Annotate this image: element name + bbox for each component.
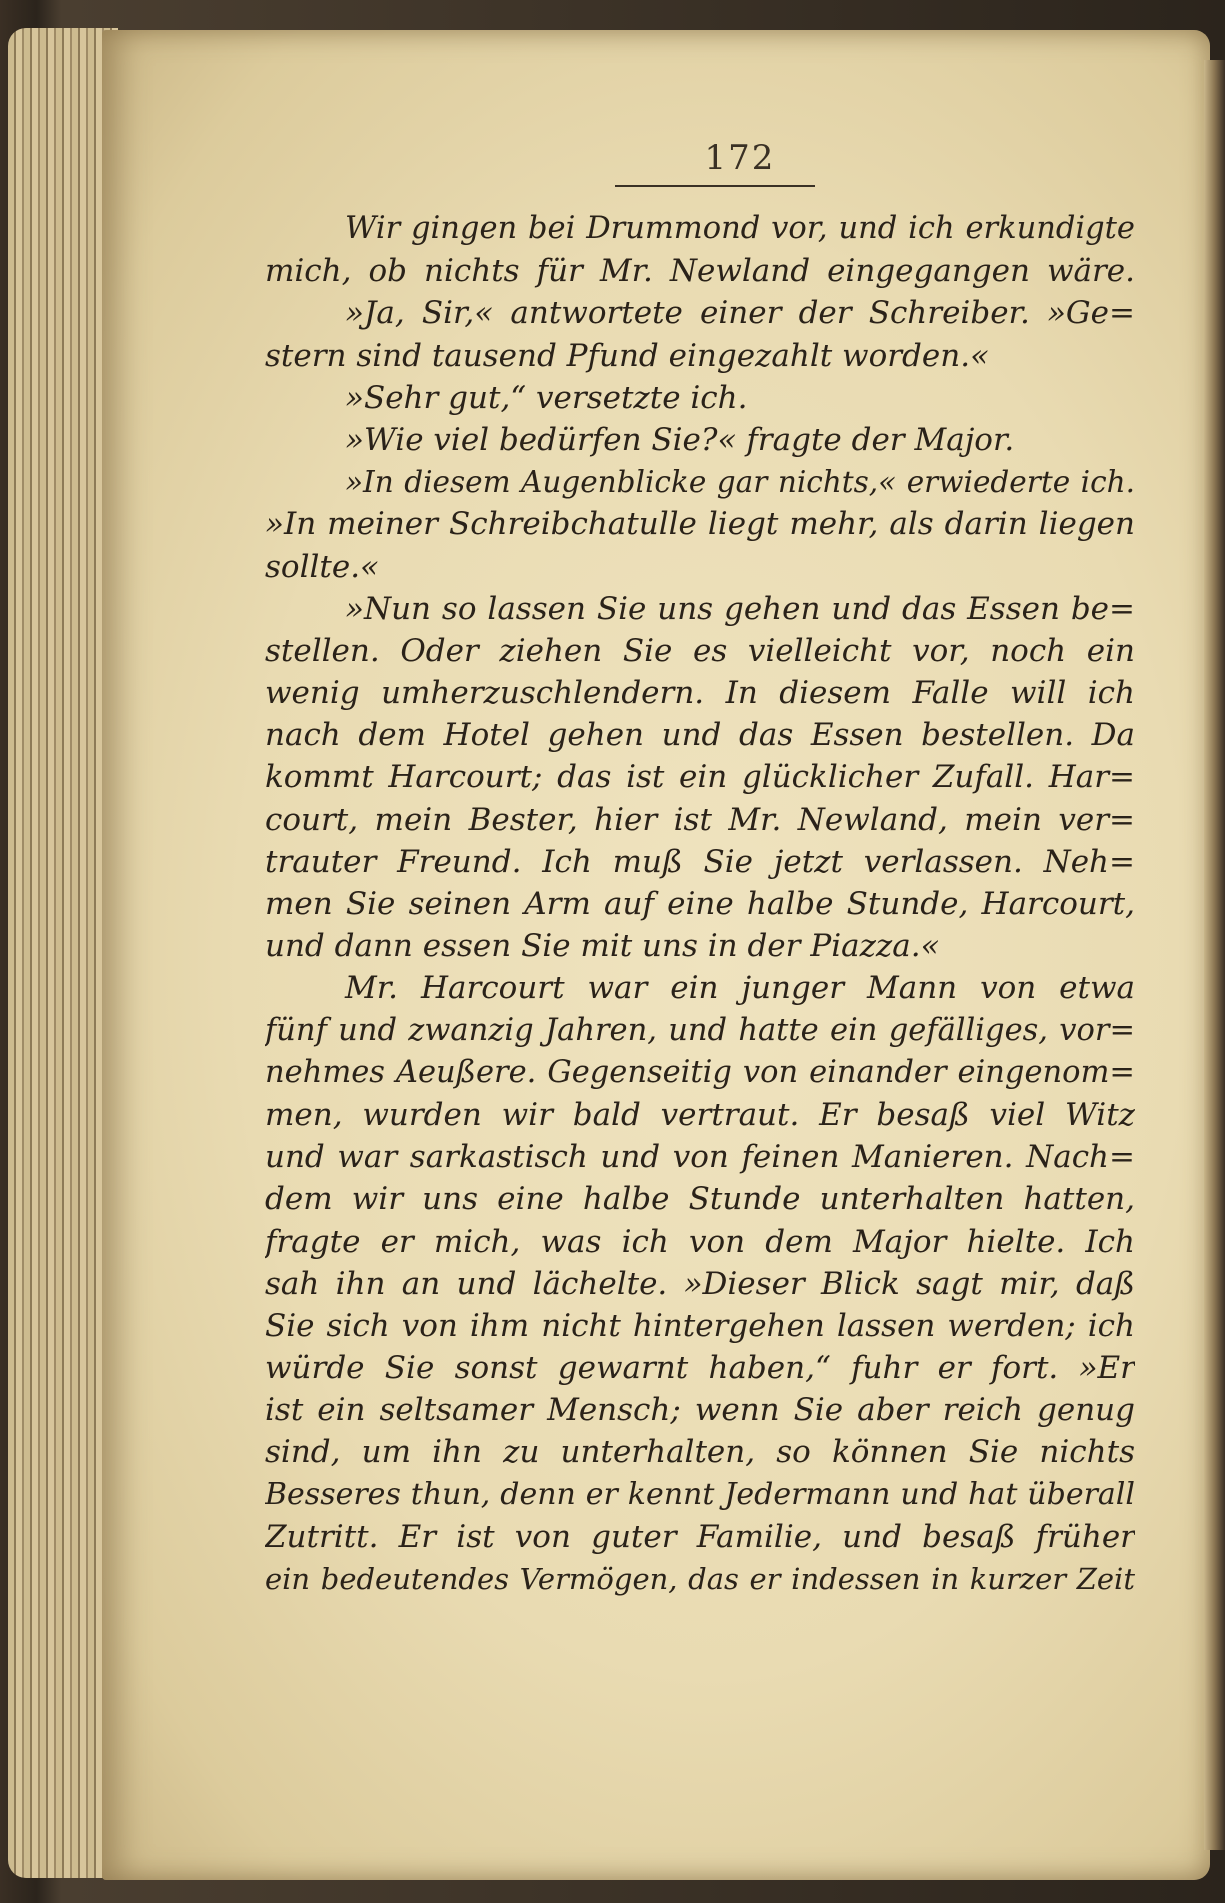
- text-line: nehmes Aeußere. Gegenseitig von einander eingenom=: [265, 1054, 1135, 1090]
- text-line: trauter Freund. Ich muß Sie jetzt verlassen. Neh=: [265, 843, 1135, 880]
- text-line: und dann essen Sie mit uns in der Piazza.«: [265, 928, 940, 965]
- text-line: kommt Harcourt; das ist ein glücklicher Zufall. Har=: [265, 759, 1135, 796]
- text-line: men, wurden wir bald vertraut. Er besaß viel Witz: [265, 1096, 1135, 1133]
- text-line: fünf und zwanzig Jahren, und hatte ein gefälliges, vor=: [265, 1012, 1135, 1048]
- text-line: »Ja, Sir,« antwortete einer der Schreiber. »Ge=: [345, 295, 1135, 332]
- text-line: Sie sich von ihm nicht hintergehen lassen werden; ich: [265, 1307, 1135, 1344]
- text-line: fragte er mich, was ich von dem Major hielte. Ich: [265, 1223, 1135, 1260]
- text-line: Zutritt. Er ist von guter Familie, und besaß früher: [265, 1518, 1135, 1555]
- body-text: [265, 208, 1135, 1600]
- text-line: »Nun so lassen Sie uns gehen und das Essen be=: [345, 590, 1135, 627]
- text-line: Mr. Harcourt war ein junger Mann von etwa: [345, 970, 1135, 1007]
- text-line: wenig umherzuschlendern. In diesem Falle will ich: [265, 675, 1135, 712]
- text-line: »Wie viel bedürfen Sie?« fragte der Major.: [345, 421, 1015, 458]
- text-line: sollte.«: [265, 548, 380, 585]
- text-line: »Sehr gut,“ versetzte ich.: [345, 379, 748, 416]
- text-line: dem wir uns eine halbe Stunde unterhalten hatten,: [265, 1181, 1135, 1218]
- page-right-edge: [1204, 60, 1225, 1850]
- text-line: und war sarkastisch und von feinen Manieren. Nach=: [265, 1139, 1135, 1176]
- text-line: sah ihn an und lächelte. »Dieser Blick sagt mir, daß: [265, 1265, 1135, 1302]
- text-line: stellen. Oder ziehen Sie es vielleicht vor, noch ein: [265, 632, 1135, 669]
- text-line: sind, um ihn zu unterhalten, so können Sie nichts: [265, 1434, 1135, 1471]
- header-rule: [615, 185, 815, 187]
- text-line: ist ein seltsamer Mensch; wenn Sie aber reich genug: [265, 1392, 1135, 1429]
- text-line: mich, ob nichts für Mr. Newland eingegangen wäre.: [265, 253, 1135, 290]
- text-line: court, mein Bester, hier ist Mr. Newland, mein ver=: [265, 801, 1135, 838]
- text-line: Besseres thun, denn er kennt Jedermann und hat überall: [265, 1476, 1135, 1512]
- text-line: würde Sie sonst gewarnt haben,“ fuhr er fort. »Er: [265, 1350, 1135, 1387]
- text-line: stern sind tausend Pfund eingezahlt worden.«: [265, 337, 990, 374]
- text-line: nach dem Hotel gehen und das Essen bestellen. Da: [265, 717, 1135, 754]
- text-line: men Sie seinen Arm auf eine halbe Stunde, Harcourt,: [265, 886, 1135, 922]
- text-line: »In meiner Schreibchatulle liegt mehr, als darin liegen: [265, 506, 1135, 543]
- text-line: Wir gingen bei Drummond vor, und ich erkundigte: [345, 211, 1135, 246]
- text-line: ein bedeutendes Vermögen, das er indessen in kurzer Zeit: [265, 1562, 1135, 1596]
- page-number: 172: [704, 138, 776, 178]
- text-line: »In diesem Augenblicke gar nichts,« erwiederte ich.: [345, 465, 1135, 500]
